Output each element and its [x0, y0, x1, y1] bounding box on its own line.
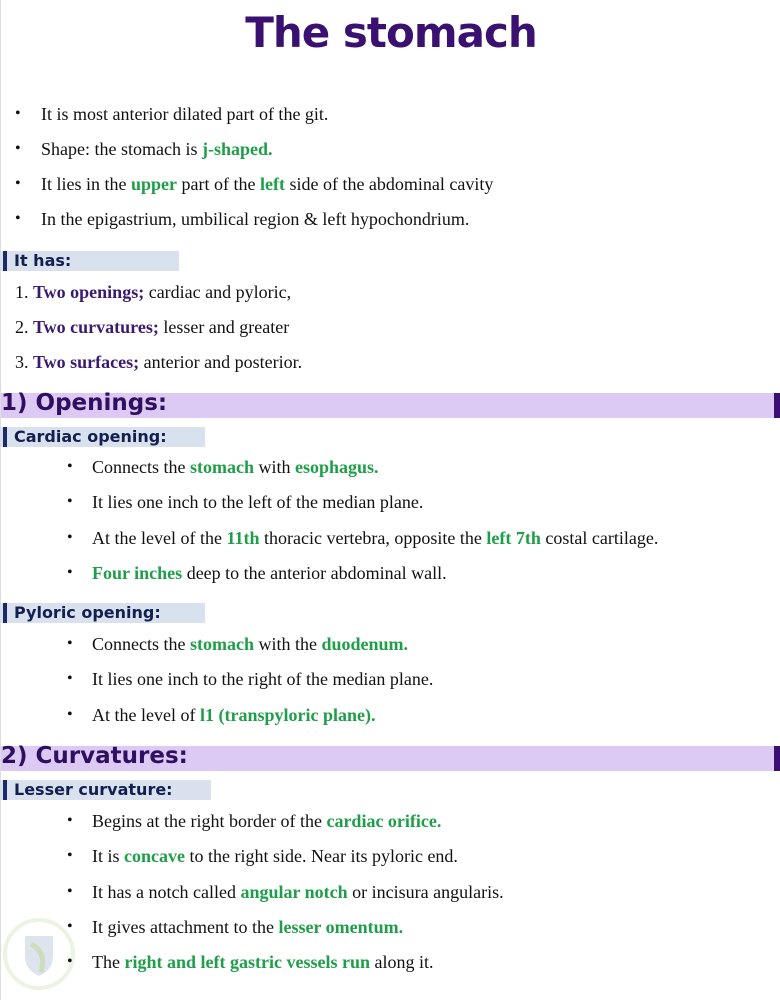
- subsection-heading-text: It has:: [14, 251, 72, 270]
- highlight-text: lesser omentum.: [278, 916, 404, 937]
- highlight-text: esophagus.: [295, 457, 379, 477]
- text-run: At the level of the: [92, 527, 227, 548]
- bullet-icon: •: [67, 953, 73, 971]
- bullet-icon: •: [15, 175, 21, 192]
- list-item: [92, 634, 408, 655]
- list-item: [41, 209, 469, 230]
- list-item: [92, 917, 403, 938]
- list-item: [15, 352, 302, 373]
- bullet-icon: •: [67, 458, 73, 475]
- bullet-icon: •: [67, 563, 73, 581]
- text-run: cardiac and pyloric,: [144, 282, 292, 302]
- list-item: [92, 669, 433, 690]
- bullet-icon: •: [67, 812, 73, 829]
- list-item: [15, 317, 289, 338]
- section-heading-text: 2) Curvatures:: [1, 743, 188, 769]
- text-run: along it.: [369, 952, 434, 973]
- text-run: deep to the anterior abdominal wall.: [182, 562, 447, 583]
- bullet-icon: •: [67, 670, 73, 688]
- subsection-heading: [1, 603, 205, 623]
- text-run: At the level of: [92, 704, 200, 725]
- highlight-text: upper: [130, 174, 177, 194]
- highlight-text: j-shaped.: [201, 139, 273, 159]
- text-run: anterior and posterior.: [139, 352, 303, 372]
- highlight-text: left 7th: [486, 527, 541, 548]
- bullet-icon: •: [15, 210, 21, 227]
- text-run: to the right side. Near its pyloric end.: [185, 846, 458, 867]
- text-run: side of the abdominal cavity: [284, 174, 494, 194]
- highlight-text: concave: [124, 846, 185, 867]
- heading-bar: [3, 780, 7, 800]
- section-heading: [1, 743, 780, 771]
- heading-bar: [3, 427, 7, 447]
- subsection-heading: [1, 780, 211, 800]
- highlight-text: duodenum.: [321, 634, 409, 654]
- heading-bar: [3, 251, 7, 271]
- list-item: [41, 139, 273, 160]
- highlight-text: Two openings;: [33, 282, 145, 302]
- highlight-text: stomach: [189, 457, 254, 477]
- subsection-heading-text: Cardiac opening:: [14, 427, 167, 446]
- list-item: [92, 882, 504, 903]
- list-item: [92, 528, 658, 549]
- text-run: with: [253, 457, 295, 477]
- text-run: or incisura angularis.: [347, 881, 504, 902]
- section-heading: [1, 390, 780, 418]
- text-run: Shape: the stomach is: [41, 139, 202, 159]
- bullet-icon: •: [67, 882, 73, 900]
- list-item: [92, 811, 441, 832]
- text-run: 2.: [15, 317, 33, 337]
- text-run: In the epigastrium, umbilical region & left hypochondrium.: [41, 209, 470, 229]
- bullet-icon: •: [67, 705, 73, 723]
- text-run: The: [92, 952, 125, 973]
- highlight-text: Four inches: [92, 562, 183, 583]
- subsection-heading: [1, 427, 205, 447]
- bullet-icon: •: [15, 140, 21, 157]
- text-run: thoracic vertebra, opposite the: [259, 527, 487, 548]
- list-item: [92, 492, 423, 513]
- subsection-heading: [1, 251, 179, 271]
- highlight-text: right and left gastric vessels run: [124, 952, 370, 973]
- text-run: lesser and greater: [158, 317, 290, 337]
- bullet-icon: •: [15, 105, 21, 122]
- page-title: The stomach: [245, 8, 537, 57]
- list-item: [15, 282, 291, 303]
- bullet-icon: •: [67, 528, 73, 546]
- text-run: Begins at the right border of the: [92, 811, 327, 831]
- list-item: [92, 563, 447, 584]
- watermark-logo: [3, 918, 75, 990]
- highlight-text: 11th: [226, 527, 260, 548]
- text-run: with the: [253, 634, 322, 654]
- text-run: 3.: [15, 352, 33, 372]
- highlight-text: stomach: [189, 634, 254, 654]
- highlight-text: l1 (transpyloric plane).: [199, 704, 376, 725]
- heading-bar: [3, 603, 7, 623]
- text-run: It lies one inch to the left of the median plane.: [92, 492, 424, 513]
- list-item: [92, 457, 379, 478]
- text-run: It lies in the: [41, 174, 131, 194]
- text-run: Connects the: [92, 457, 190, 477]
- text-run: 1.: [15, 282, 33, 302]
- highlight-text: cardiac orifice.: [326, 811, 442, 831]
- text-run: It has a notch called: [92, 881, 241, 902]
- highlight-text: Two curvatures;: [33, 317, 159, 337]
- text-run: It is: [92, 846, 125, 867]
- section-marker: [774, 393, 780, 418]
- list-item: [92, 846, 458, 867]
- highlight-text: Two surfaces;: [33, 352, 140, 372]
- text-run: Connects the: [92, 634, 190, 654]
- list-item: [41, 174, 493, 195]
- text-run: It gives attachment to the: [92, 916, 279, 937]
- bullet-icon: •: [67, 917, 73, 935]
- text-run: costal cartilage.: [540, 527, 659, 548]
- list-item: [92, 952, 433, 973]
- text-run: It lies one inch to the right of the median plane.: [92, 669, 434, 690]
- section-marker: [774, 746, 780, 771]
- list-item: [41, 104, 328, 125]
- bullet-icon: •: [67, 847, 73, 865]
- highlight-text: angular notch: [240, 881, 348, 902]
- highlight-text: left: [259, 174, 285, 194]
- bullet-icon: •: [67, 493, 73, 511]
- subsection-heading-text: Lesser curvature:: [14, 780, 173, 799]
- bullet-icon: •: [67, 635, 73, 652]
- subsection-heading-text: Pyloric opening:: [14, 603, 161, 622]
- section-heading-text: 1) Openings:: [1, 390, 168, 416]
- text-run: It is most anterior dilated part of the git.: [41, 104, 329, 124]
- text-run: part of the: [177, 174, 260, 194]
- list-item: [92, 705, 375, 726]
